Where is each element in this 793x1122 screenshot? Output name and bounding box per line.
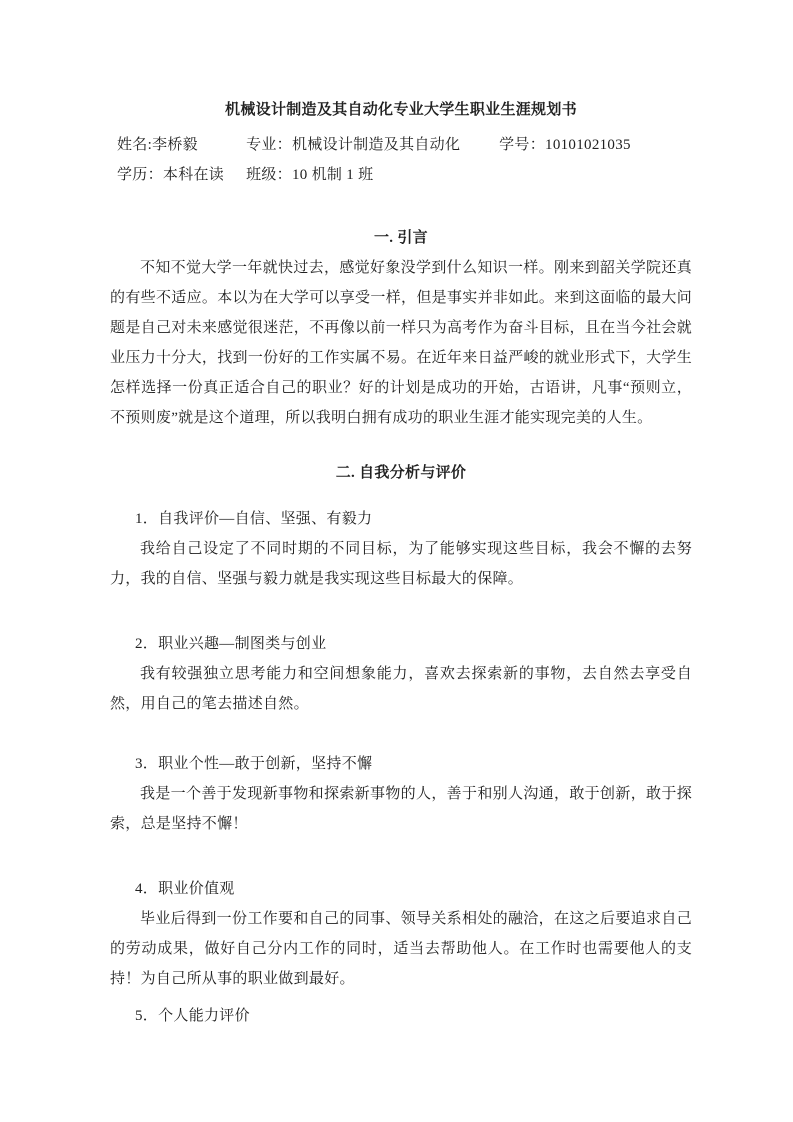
section2-item-3 xyxy=(110,749,692,839)
section1-heading: 一. 引言 xyxy=(373,230,428,246)
section2-item-1 xyxy=(110,504,692,594)
info-row-2 xyxy=(110,160,692,190)
item-subtitle: 5．个人能力评价 xyxy=(135,1008,250,1024)
section1-paragraph: 不知不觉大学一年就快过去，感觉好象没学到什么知识一样。刚来到韶关学院还真的有些不适应。本以为在大学可以享受一样，但是事实并非如此。来到这面临的最大问题是自己对未来感觉很迷茫，不再像以前一样只为高考作为奋斗目标，且在当今社会就业压力十分大，找到一份好的工作实属不易。在近年来日益严峻的就业形式下，大学生怎样选择一份真正适合自己的职业？好的计划是成功的开始，古语讲，凡事“预则立，不预则废”就是这个道理，所以我明白拥有成功的职业生涯才能实现完美的人生。 xyxy=(110,260,692,426)
info-education: 学历：本科在读 xyxy=(117,167,225,183)
section2-item-2 xyxy=(110,629,692,719)
item-subtitle: 1．自我评价—自信、坚强、有毅力 xyxy=(135,511,373,527)
item-subtitle: 2．职业兴趣—制图类与创业 xyxy=(135,636,327,652)
section2-heading: 二. 自我分析与评价 xyxy=(335,465,467,481)
item-subtitle: 3．职业个性—敢于创新，坚持不懈 xyxy=(135,756,373,772)
item-body: 我有较强独立思考能力和空间想象能力，喜欢去探索新的事物，去自然去享受自然，用自己的笔去描述自然。 xyxy=(110,666,692,712)
item-body: 毕业后得到一份工作要和自己的同事、领导关系相处的融洽，在这之后要追求自己的劳动成果，做好自己分内工作的同时，适当去帮助他人。在工作时也需要他人的支持！为自己所从事的职业做到最好。 xyxy=(110,911,692,987)
item-subtitle: 4．职业价值观 xyxy=(135,881,235,897)
item-body: 我给自己设定了不同时期的不同目标，为了能够实现这些目标，我会不懈的去努力，我的自信、坚强与毅力就是我实现这些目标最大的保障。 xyxy=(110,541,692,587)
info-name: 姓名:李桥毅 xyxy=(117,137,198,153)
item-body: 我是一个善于发现新事物和探索新事物的人，善于和别人沟通，敢于创新，敢于探索，总是坚持不懈！ xyxy=(110,786,692,832)
section2-item-4 xyxy=(110,874,692,994)
info-row-1 xyxy=(110,130,692,160)
info-class: 班级：10 机制 1 班 xyxy=(246,167,374,183)
info-major: 专业：机械设计制造及其自动化 xyxy=(246,137,461,153)
section2-item-5 xyxy=(110,1001,692,1031)
info-student-id: 学号：10101021035 xyxy=(499,137,631,153)
document-title: 机械设计制造及其自动化专业大学生职业生涯规划书 xyxy=(225,102,577,118)
